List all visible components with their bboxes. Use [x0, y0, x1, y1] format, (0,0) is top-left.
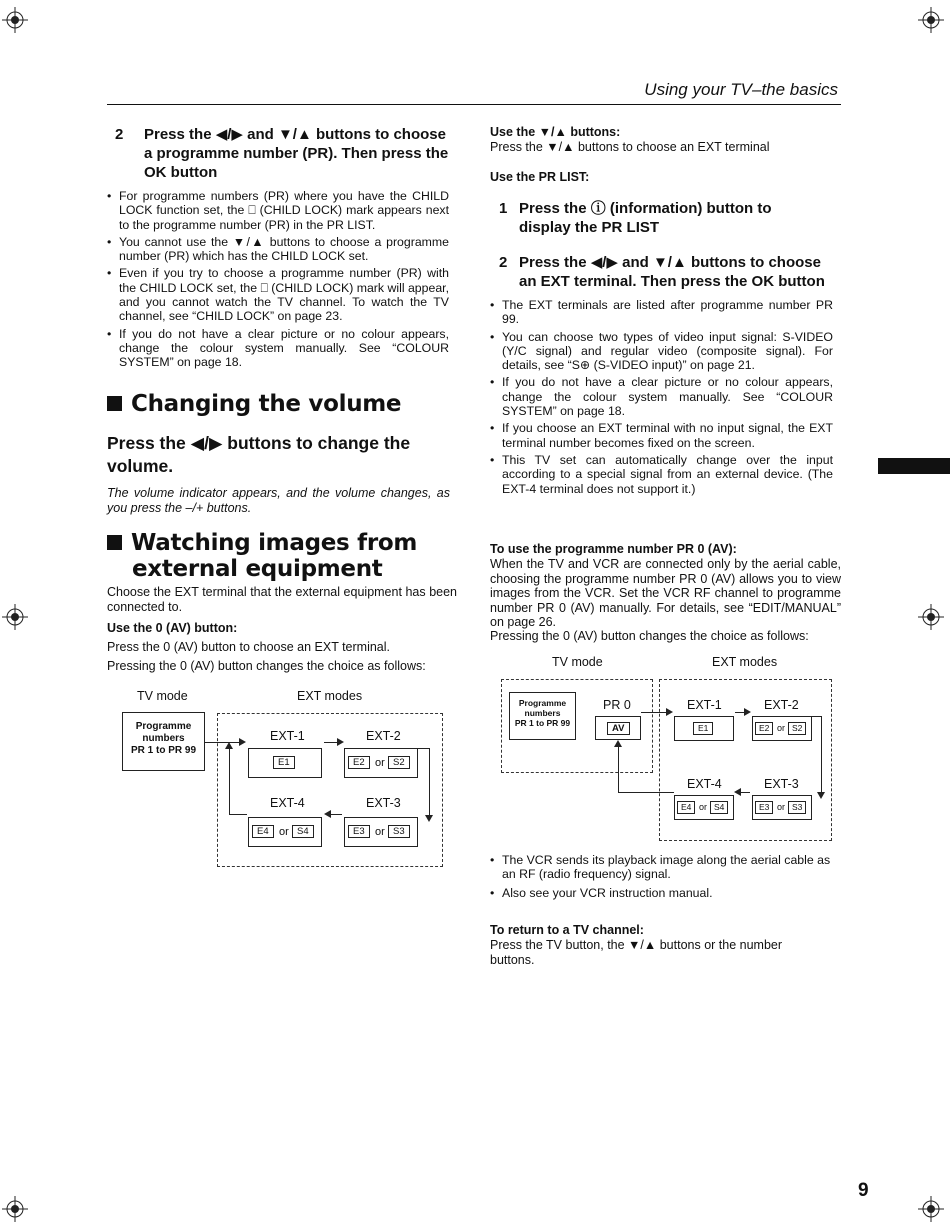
pr0-title: To use the programme number PR 0 (AV):	[490, 542, 737, 556]
ext1-box: E1	[248, 748, 322, 778]
external-intro: Choose the EXT terminal that the external equipment has been connected to.	[107, 585, 457, 614]
registration-mark-mid-right	[918, 604, 944, 630]
registration-mark-mid-left	[2, 604, 28, 630]
registration-mark-top-left	[2, 7, 28, 33]
ext1-box: E1	[674, 716, 734, 741]
ext3-box: E3 or S3	[752, 795, 812, 820]
list-item: • If you choose an EXT terminal with no input signal, the EXT terminal number becomes fixed on the screen.	[490, 421, 833, 450]
ext1-label: EXT-1	[687, 698, 722, 712]
left-bullet-list	[107, 189, 449, 373]
ext2-label: EXT-2	[366, 729, 401, 743]
registration-mark-bottom-left	[2, 1196, 28, 1222]
tv-mode-label: TV mode	[137, 689, 188, 703]
left-step-2: 2 Press the ◀/▶ and ▼/▲ buttons to choose a programme number (PR). Then press the OK button	[115, 126, 449, 181]
use-buttons-text: Press the ▼/▲ buttons to choose an EXT terminal	[490, 140, 770, 154]
registration-mark-bottom-right	[918, 1196, 944, 1222]
ext1-label: EXT-1	[270, 729, 305, 743]
volume-note: The volume indicator appears, and the volume changes, as you press the –/+ buttons.	[107, 486, 450, 515]
ext-modes-label: EXT modes	[712, 655, 778, 669]
use-av-line1: Press the 0 (AV) button to choose an EXT terminal.	[107, 640, 391, 654]
ext2-label: EXT-2	[764, 698, 799, 712]
list-item: • You cannot use the ▼/▲ buttons to choose a programme number (PR) which has the CHILD LOCK set.	[107, 235, 449, 264]
page-number: 9	[858, 1180, 869, 1201]
square-bullet-icon	[107, 535, 122, 550]
header-rule	[107, 104, 841, 105]
external-heading: Watching images from external equipment	[107, 530, 417, 582]
programme-numbers-box: Programme numbers PR 1 to PR 99	[122, 712, 205, 771]
registration-mark-top-right	[918, 7, 944, 33]
ext4-label: EXT-4	[270, 796, 305, 810]
tv-mode-label: TV mode	[552, 655, 603, 669]
right-bullet-list	[490, 298, 833, 499]
list-item: • If you do not have a clear picture or no colour appears, change the colour system manually. See “COLOUR SYSTEM” on page 18.	[107, 327, 449, 370]
use-av-title: Use the 0 (AV) button:	[107, 621, 238, 635]
use-av-line2: Pressing the 0 (AV) button changes the choice as follows:	[107, 659, 426, 673]
ext2-box: E2 or S2	[344, 748, 418, 778]
programme-numbers-box: Programme numbers PR 1 to PR 99	[509, 692, 576, 740]
list-item: • For programme numbers (PR) where you have the CHILD LOCK function set, the ⎕ (CHILD LOCK) mark appears next to the programme number (PR) in the PR LIST.	[107, 189, 449, 232]
pr0-press: Pressing the 0 (AV) button changes the choice as follows:	[490, 629, 809, 643]
list-item: • Also see your VCR instruction manual.	[490, 886, 835, 900]
ext4-label: EXT-4	[687, 777, 722, 791]
pr0-label: PR 0	[603, 698, 631, 712]
return-text: Press the TV button, the ▼/▲ buttons or the number buttons.	[490, 938, 783, 967]
pr0-text: When the TV and VCR are connected only by the aerial cable, choosing the programme number PR 0 (AV) allows you to view images from the VCR. Set the VCR RF channel to programme number PR 0 (AV) manually. For details, see “EDIT/MANUAL” on page 26.	[490, 557, 841, 630]
ext3-box: E3 or S3	[344, 817, 418, 847]
list-item: • The VCR sends its playback image along the aerial cable as an RF (radio frequency) signal.	[490, 853, 835, 882]
use-prlist-title: Use the PR LIST:	[490, 170, 590, 184]
list-item: • This TV set can automatically change over the input according to a special signal from an external device. (The EXT-4 terminal does not support it.)	[490, 453, 833, 496]
section-tab-marker	[878, 458, 950, 474]
ext-modes-label: EXT modes	[297, 689, 363, 703]
ext3-label: EXT-3	[366, 796, 401, 810]
right-step-2: 2 Press the ◀/▶ and ▼/▲ buttons to choose an EXT terminal. Then press the OK button	[499, 254, 825, 290]
list-item: • The EXT terminals are listed after programme number PR 99.	[490, 298, 833, 327]
list-item: • You can choose two types of video input signal: S-VIDEO (Y/C signal) and regular video (composite signal). For details, see “S⊕ (S-VIDEO input)” on page 21.	[490, 330, 833, 373]
page-header-title: Using your TV–the basics	[644, 80, 838, 99]
use-buttons-title: Use the ▼/▲ buttons:	[490, 125, 621, 139]
ext2-box: E2 or S2	[752, 716, 812, 741]
return-title: To return to a TV channel:	[490, 923, 644, 937]
right-step-1: 1 Press the ⓘ (information) button to display the PR LIST	[499, 200, 772, 236]
volume-instruction: Press the ◀/▶ buttons to change the volume.	[107, 433, 411, 476]
ext4-box: E4 or S4	[674, 795, 734, 820]
list-item: • Even if you try to choose a programme number (PR) with the CHILD LOCK set, the ⎕ (CHILD LOCK) mark will appear, and you cannot watch the TV channel. To watch the TV channel, see “CHILD LOCK” on page 23.	[107, 266, 449, 323]
square-bullet-icon	[107, 396, 122, 411]
volume-heading: Changing the volume	[107, 391, 401, 417]
ext3-label: EXT-3	[764, 777, 799, 791]
vcr-bullet-list	[490, 853, 835, 903]
ext4-box: E4 or S4	[248, 817, 322, 847]
list-item: • If you do not have a clear picture or no colour appears, change the colour system manually. See “COLOUR SYSTEM” on page 18.	[490, 375, 833, 418]
pr0-box: AV	[595, 716, 641, 740]
